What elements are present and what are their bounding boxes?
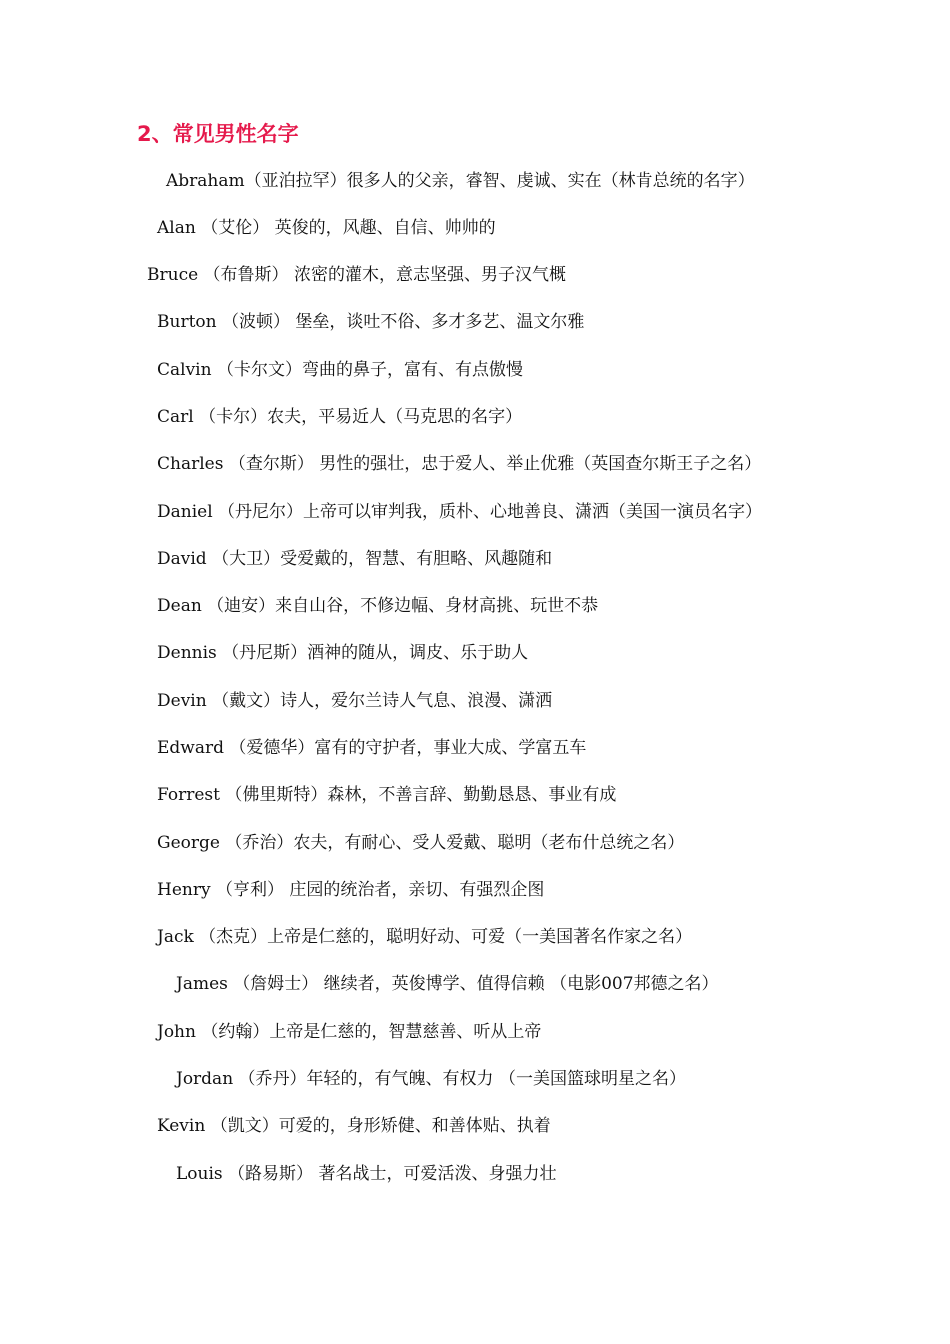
name-entry-alan: Alan （艾伦） 英俊的，风趣、自信、帅帅的 <box>157 218 496 238</box>
name-entry-abraham: Abraham（亚泊拉罕）很多人的父亲，睿智、虔诚、实在（林肯总统的名字） <box>166 171 755 191</box>
name-entry-james: James （詹姆士） 继续者，英俊博学、值得信赖 （电影007邦德之名） <box>176 974 719 994</box>
name-entry-louis: Louis （路易斯） 著名战士，可爱活泼、身强力壮 <box>176 1164 557 1184</box>
name-entry-edward: Edward （爱德华）富有的守护者，事业大成、学富五车 <box>157 738 587 758</box>
name-entry-david: David （大卫）受爱戴的，智慧、有胆略、风趣随和 <box>157 549 553 569</box>
name-entry-henry: Henry （亨利） 庄园的统治者，亲切、有强烈企图 <box>157 880 545 900</box>
name-entry-george: George （乔治）农夫，有耐心、受人爱戴、聪明（老布什总统之名） <box>157 833 685 853</box>
name-entry-devin: Devin （戴文）诗人，爱尔兰诗人气息、浪漫、潇洒 <box>157 691 553 711</box>
name-entry-daniel: Daniel （丹尼尔）上帝可以审判我，质朴、心地善良、潇洒（美国一演员名字） <box>157 502 763 522</box>
name-entry-jack: Jack （杰克）上帝是仁慈的，聪明好动、可爱（一美国著名作家之名） <box>157 927 693 947</box>
name-entry-jordan: Jordan （乔丹）年轻的，有气魄、有权力 （一美国篮球明星之名） <box>176 1069 686 1089</box>
section-heading: 2、常见男性名字 <box>137 122 299 146</box>
name-entry-dennis: Dennis （丹尼斯）酒神的随从，调皮、乐于助人 <box>157 643 529 663</box>
name-entry-kevin: Kevin （凯文）可爱的，身形矫健、和善体贴、执着 <box>157 1116 551 1136</box>
name-entry-bruce: Bruce （布鲁斯） 浓密的灌木，意志坚强、男子汉气概 <box>147 265 566 285</box>
name-entry-dean: Dean （迪安）来自山谷，不修边幅、身材高挑、玩世不恭 <box>157 596 599 616</box>
name-entry-burton: Burton （波顿） 堡垒，谈吐不俗、多才多艺、温文尔雅 <box>157 312 585 332</box>
name-entry-forrest: Forrest （佛里斯特）森林，不善言辞、勤勤恳恳、事业有成 <box>157 785 617 805</box>
name-entry-john: John （约翰）上帝是仁慈的，智慧慈善、听从上帝 <box>157 1022 542 1042</box>
name-entry-carl: Carl （卡尔）农夫，平易近人（马克思的名字） <box>157 407 523 427</box>
name-entry-calvin: Calvin （卡尔文）弯曲的鼻子，富有、有点傲慢 <box>157 360 523 380</box>
name-entry-charles: Charles （查尔斯） 男性的强壮，忠于爱人、举止优雅（英国查尔斯王子之名） <box>157 454 762 474</box>
